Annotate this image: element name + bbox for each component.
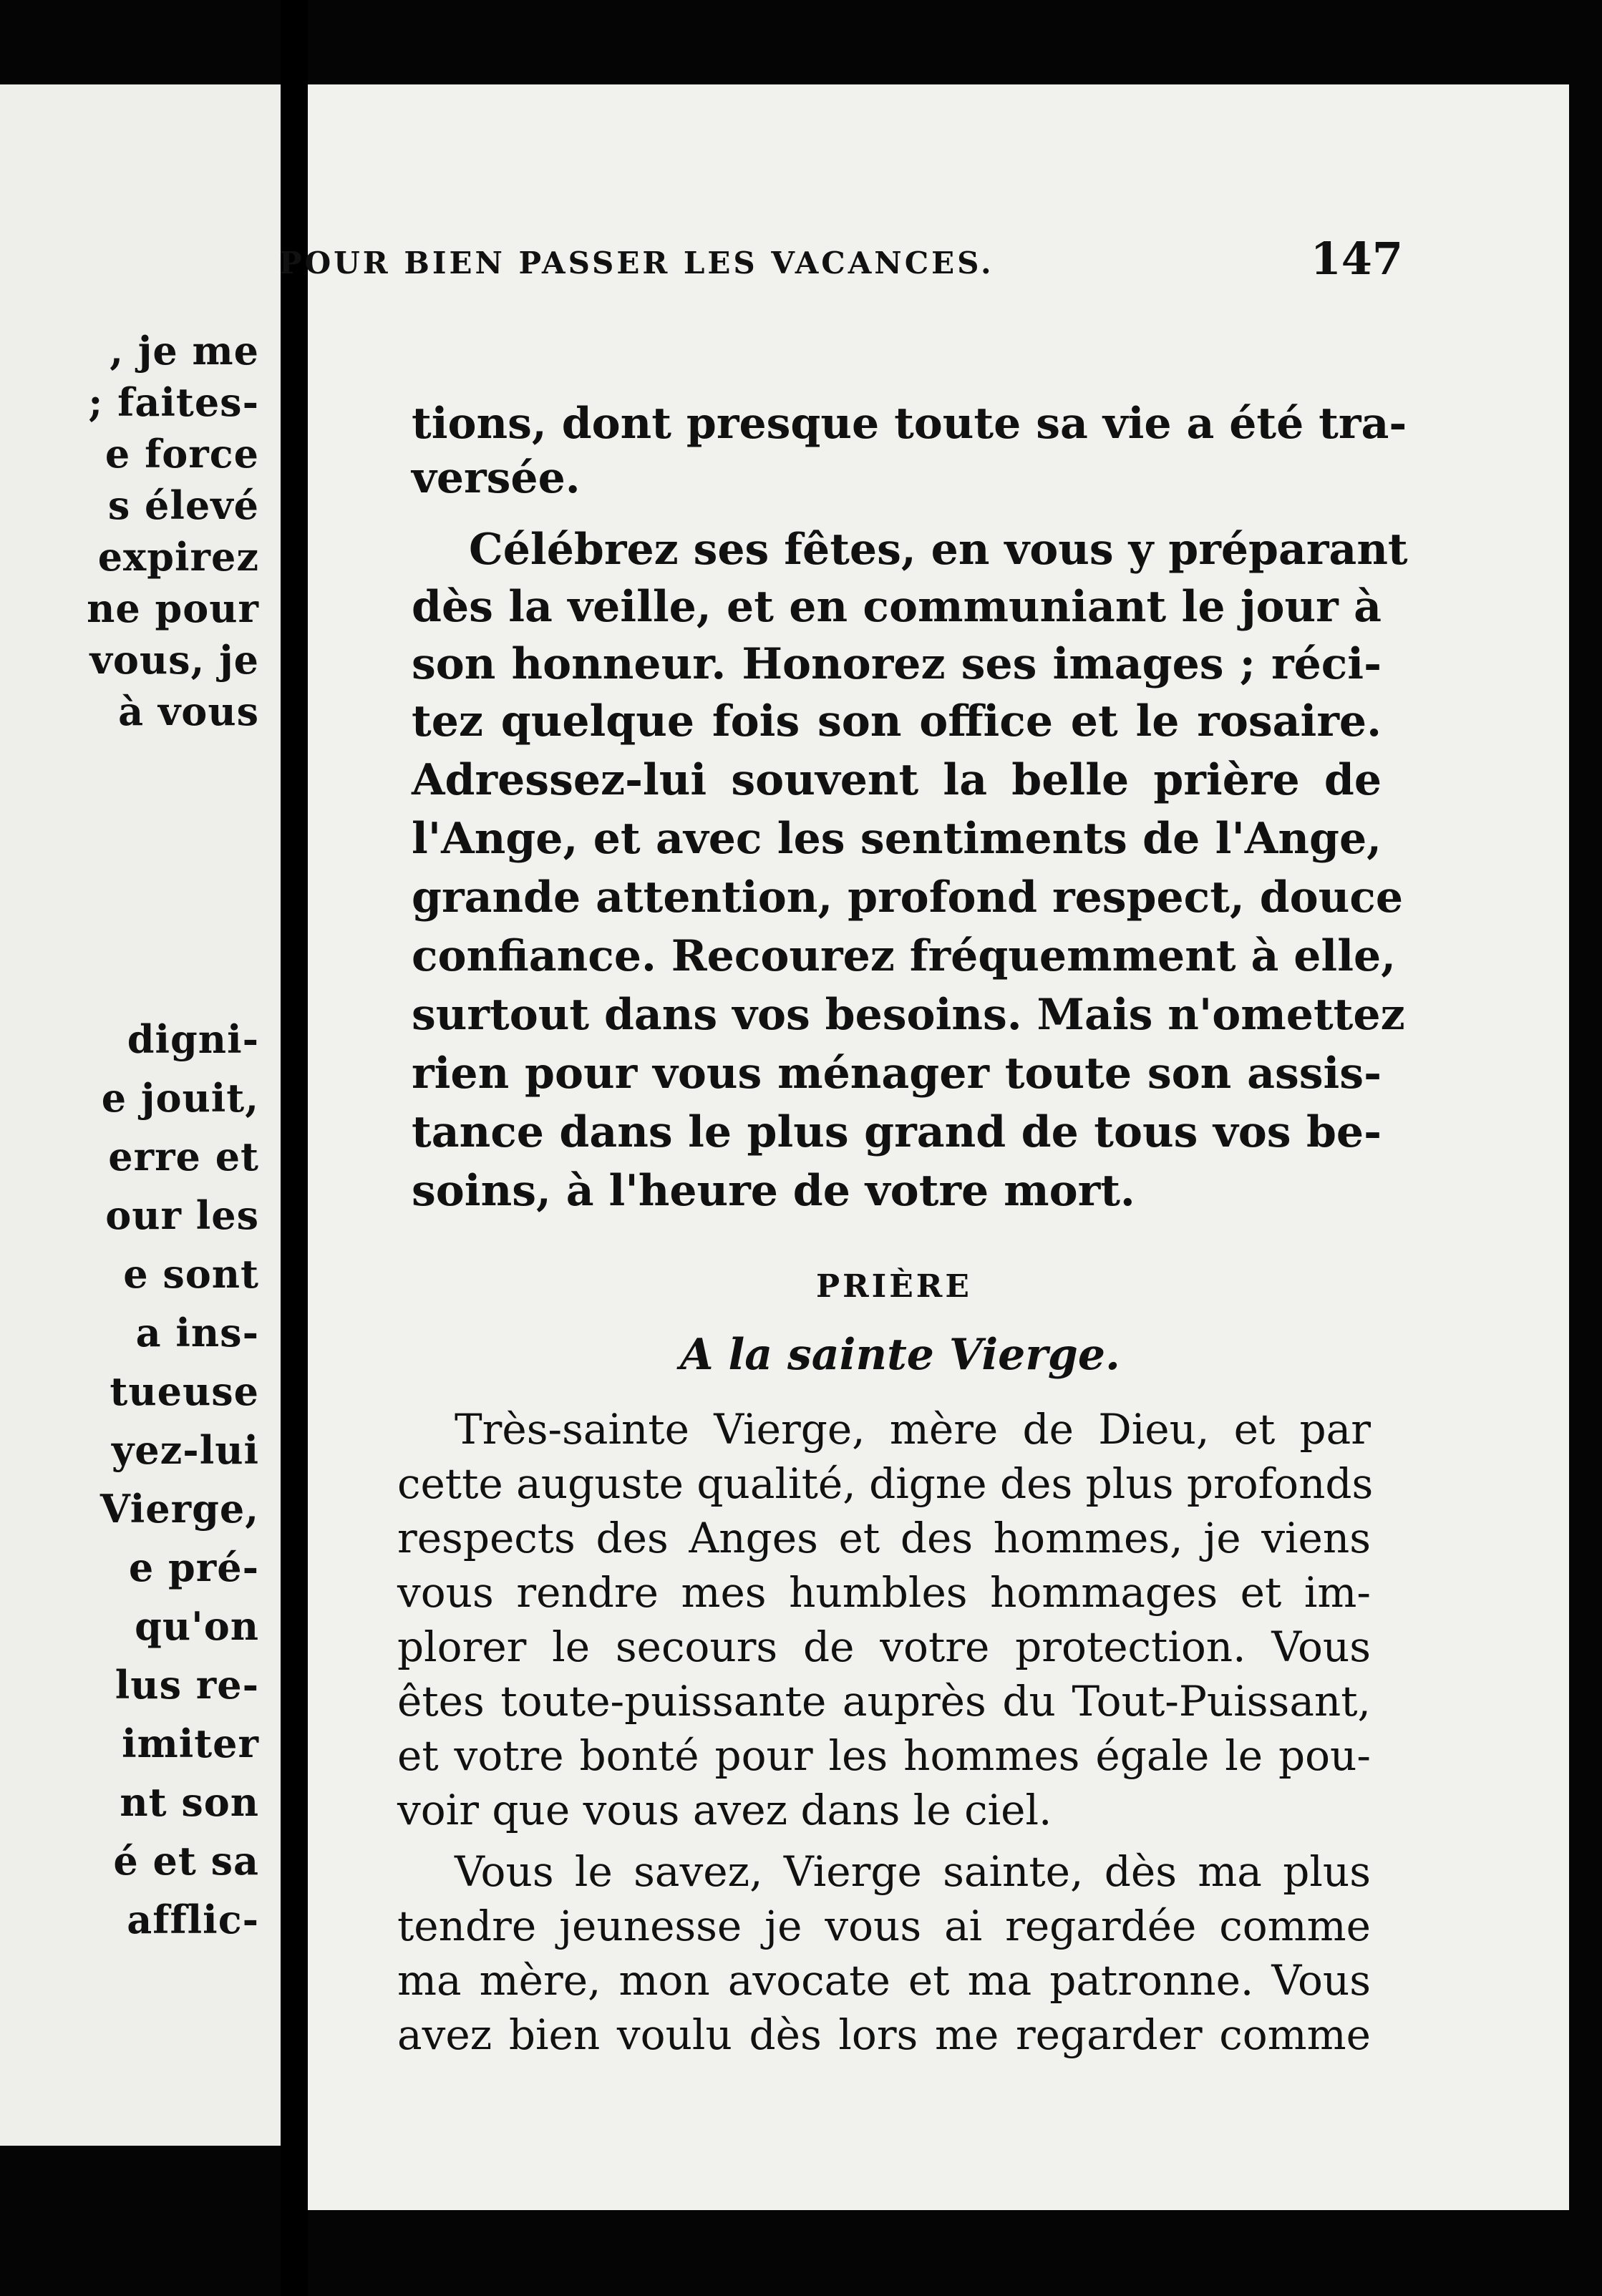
left-page-line: yez-lui bbox=[111, 1427, 259, 1473]
left-page-line: é et sa bbox=[113, 1838, 259, 1884]
left-page-line: tueuse bbox=[110, 1368, 259, 1414]
prayer-heading: PRIÈRE bbox=[816, 1268, 972, 1305]
left-page-line: ; faites- bbox=[88, 379, 259, 425]
left-page-line: afflic- bbox=[127, 1897, 259, 1942]
left-page-line: e pré- bbox=[128, 1545, 259, 1590]
left-page-line: erre et bbox=[108, 1134, 259, 1179]
left-page-line: a ins- bbox=[135, 1310, 259, 1356]
prayer-line: ma mère, mon avocate et ma patronne. Vous bbox=[397, 1956, 1371, 2005]
body-line: confiance. Recourez fréquemment à elle, bbox=[412, 931, 1397, 981]
body-line: grande attention, profond respect, douce bbox=[412, 872, 1404, 923]
left-page-line: à vous bbox=[118, 689, 259, 734]
left-page-line: lus re- bbox=[115, 1662, 259, 1708]
left-page-line: nt son bbox=[120, 1779, 259, 1825]
running-head bbox=[279, 233, 1403, 290]
prayer-line: Très-sainte Vierge, mère de Dieu, et par bbox=[455, 1405, 1371, 1454]
prayer-line: Vous le savez, Vierge sainte, dès ma plus bbox=[455, 1847, 1371, 1896]
body-line: soins, à l'heure de votre mort. bbox=[412, 1166, 1135, 1216]
left-page-line: e jouit, bbox=[101, 1075, 259, 1121]
prayer-line: tendre jeunesse je vous ai regardée comme bbox=[397, 1902, 1371, 1950]
left-page-line: imiter bbox=[122, 1721, 259, 1766]
prayer-line: vous rendre mes humbles hommages et im- bbox=[397, 1568, 1371, 1617]
prayer-line: êtes toute-puissante auprès du Tout-Puissant, bbox=[397, 1677, 1371, 1726]
prayer-line: avez bien voulu dès lors me regarder comme bbox=[397, 2010, 1371, 2059]
body-line: Adressez-lui souvent la belle prière de bbox=[412, 755, 1382, 805]
prayer-subtitle: A la sainte Vierge. bbox=[680, 1330, 1120, 1380]
left-page-line: our les bbox=[105, 1192, 259, 1238]
body-line: dès la veille, et en communiant le jour à bbox=[412, 582, 1382, 632]
body-line: surtout dans vos besoins. Mais n'omettez bbox=[412, 990, 1405, 1040]
prayer-line: voir que vous avez dans le ciel. bbox=[397, 1786, 1052, 1834]
body-line: son honneur. Honorez ses images ; réci- bbox=[412, 639, 1382, 689]
left-page-line: ne pour bbox=[87, 585, 259, 631]
left-page-line: e sont bbox=[123, 1251, 259, 1297]
body-line: Célébrez ses fêtes, en vous y préparant bbox=[469, 525, 1408, 575]
left-page-line: , je me bbox=[110, 328, 259, 374]
left-page-line: vous, je bbox=[89, 637, 259, 683]
body-line: tions, dont presque toute sa vie a été tra- bbox=[412, 399, 1407, 449]
left-page bbox=[0, 84, 281, 2146]
left-page-line: expirez bbox=[97, 534, 259, 580]
left-page-line: e force bbox=[105, 431, 259, 477]
body-line: tance dans le plus grand de tous vos be- bbox=[412, 1107, 1382, 1157]
prayer-line: plorer le secours de votre protection. Vous bbox=[397, 1623, 1371, 1671]
left-page-line: qu'on bbox=[135, 1603, 259, 1649]
prayer-line: cette auguste qualité, digne des plus profonds bbox=[397, 1459, 1374, 1508]
prayer-line: respects des Anges et des hommes, je viens bbox=[397, 1514, 1371, 1562]
prayer-line: et votre bonté pour les hommes égale le pou- bbox=[397, 1731, 1371, 1780]
page-number: 147 bbox=[1310, 233, 1403, 285]
left-page-line: digni- bbox=[127, 1016, 259, 1062]
running-head-title: POUR BIEN PASSER LES VACANCES. bbox=[279, 245, 994, 281]
body-line: rien pour vous ménager toute son assis- bbox=[412, 1049, 1382, 1099]
left-page-line: Vierge, bbox=[99, 1486, 259, 1532]
body-line: tez quelque fois son office et le rosaire. bbox=[412, 696, 1382, 746]
body-line: versée. bbox=[412, 453, 581, 503]
left-page-line: s élevé bbox=[107, 482, 259, 528]
body-line: l'Ange, et avec les sentiments de l'Ange, bbox=[412, 814, 1382, 864]
